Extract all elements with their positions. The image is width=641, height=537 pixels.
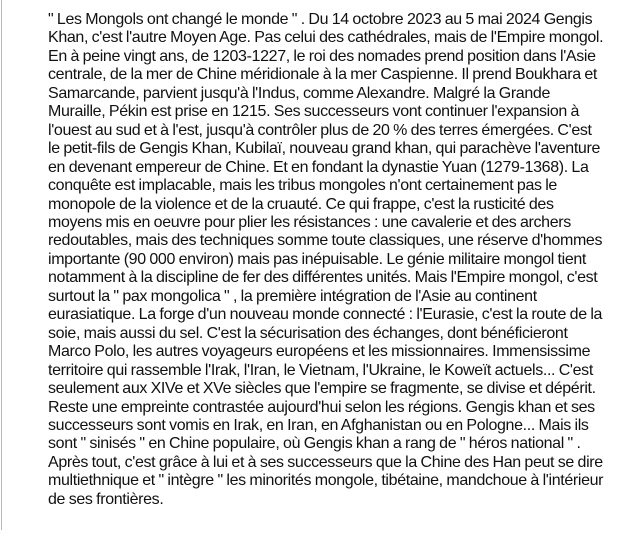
article-paragraph xyxy=(48,11,641,509)
text-line: Après tout, c'est grâce à lui et à ses successeurs que la Chine des Han peut se dire xyxy=(48,453,603,471)
text-line: sont " sinisés " en Chine populaire, où Gengis khan a rang de " héros national " . xyxy=(48,435,581,453)
text-line: l'ouest au sud et à l'est, jusqu'à contrôler plus de 20 % des terres émergées. C'est xyxy=(48,121,592,139)
text-line: Marco Polo, les autres voyageurs européens et les missionnaires. Immensissime xyxy=(48,343,591,361)
text-line: le petit-fils de Gengis Khan, Kubilaï, nouveau grand khan, qui parachève l'aventure xyxy=(48,140,600,158)
text-line: " Les Mongols ont changé le monde " . Du 14 octobre 2023 au 5 mai 2024 Gengis xyxy=(48,11,593,28)
text-line: conquête est implacable, mais les tribus mongoles n'ont certainement pas le xyxy=(48,177,557,195)
text-line: En à peine vingt ans, de 1203-1227, le roi des nomades prend position dans l'Asie xyxy=(48,47,596,65)
text-line: multiethnique et " intègre " les minorités mongole, tibétaine, mandchoue à l'intérieur xyxy=(48,472,604,490)
text-line: de ses frontières. xyxy=(48,490,164,508)
text-line: importante (90 000 environ) mais pas inépuisable. Le génie militaire mongol tient xyxy=(48,250,587,268)
text-line: moyens mis en oeuvre pour plier les résistances : une cavalerie et des archers xyxy=(48,213,571,231)
left-border-rule xyxy=(1,0,2,530)
text-line: Muraille, Pékin est prise en 1215. Ses successeurs vont continuer l'expansion à xyxy=(48,103,580,121)
text-line: seulement aux XIVe et XVe siècles que l'empire se fragmente, se divise et dépérit. xyxy=(48,380,596,398)
text-line: Reste une empreinte contrastée aujourd'hui selon les régions. Gengis khan et ses xyxy=(48,398,595,416)
text-line: successeurs sont vomis en Irak, en Iran, en Afghanistan ou en Pologne... Mais ils xyxy=(48,416,589,434)
text-line: en devenant empereur de Chine. Et en fondant la dynastie Yuan (1279-1368). La xyxy=(48,158,589,176)
text-line: eurasiatique. La forge d'un nouveau monde connecté : l'Eurasie, c'est la route de la xyxy=(48,306,603,324)
text-line: centrale, de la mer de Chine méridionale à la mer Caspienne. Il prend Boukhara et xyxy=(48,66,597,84)
text-line: Khan, c'est l'autre Moyen Age. Pas celui des cathédrales, mais de l'Empire mongol. xyxy=(48,29,604,47)
text-line: redoutables, mais des techniques somme toute classiques, une réserve d'hommes xyxy=(48,232,603,250)
text-line: monopole de la violence et de la cruauté. Ce qui frappe, c'est la rusticité des xyxy=(48,195,554,213)
text-line: notamment à la discipline de fer des différentes unités. Mais l'Empire mongol, c'est xyxy=(48,269,598,287)
text-line: surtout la " pax mongolica " , la première intégration de l'Asie au continent xyxy=(48,287,537,305)
text-line: soie, mais aussi du sel. C'est la sécurisation des échanges, dont bénéficieront xyxy=(48,324,568,342)
text-line: Samarcande, parvient jusqu'à l'Indus, comme Alexandre. Malgré la Grande xyxy=(48,84,550,102)
text-line: territoire qui rassemble l'Irak, l'Iran, le Vietnam, l'Ukraine, le Koweït actuels... C'est xyxy=(48,361,593,379)
